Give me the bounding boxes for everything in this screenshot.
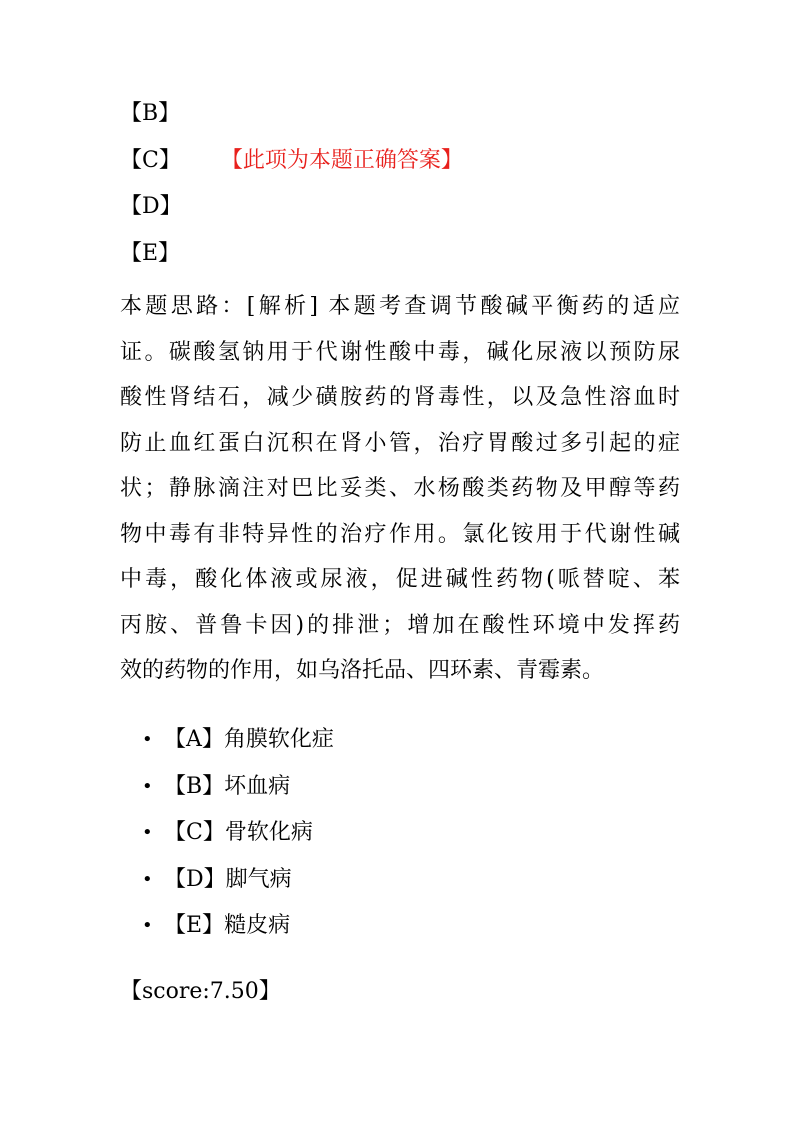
analysis-line: 状；静脉滴注对巴比妥类、水杨酸类药物及甲醇等药 (120, 476, 680, 501)
prev-option-e (120, 240, 180, 268)
bullet: • (142, 822, 153, 843)
analysis-line: 酸性肾结石，减少磺胺药的肾毒性，以及急性溶血时 (120, 385, 680, 410)
option-content: 坏血病 (224, 773, 291, 799)
analysis-line: 防止血红蛋白沉积在肾小管，治疗胃酸过多引起的症 (120, 430, 680, 456)
analysis-line: 中毒，酸化体液或尿液，促进碱性药物(哌替啶、苯 (120, 567, 680, 592)
option-text (164, 862, 292, 898)
bullet: • (142, 915, 153, 936)
option-label: 【C】 (120, 148, 181, 173)
analysis-line: 证。碳酸氢钠用于代谢性酸中毒，碱化尿液以预防尿 (120, 339, 680, 365)
option-text (164, 908, 290, 944)
option-label: 【C】 (164, 820, 225, 845)
option-label: 【E】 (164, 913, 225, 938)
option-content: 糙皮病 (224, 913, 291, 938)
option-content: 脚气病 (225, 866, 292, 892)
score-label: 【score:7.50】 (120, 979, 281, 1004)
analysis-line: 物中毒有非特异性的治疗作用。氯化铵用于代谢性碱 (120, 521, 680, 547)
analysis-line: 效的药物的作用，如乌洛托品、四环素、青霉素。 (120, 658, 605, 683)
option-text (164, 769, 290, 805)
option-text (164, 722, 334, 758)
option-content: 角膜软化症 (223, 727, 334, 752)
analysis-line: 本题思路：[解析] 本题考查调节酸碱平衡药的适应 (120, 294, 680, 319)
option-label: 【B】 (164, 773, 225, 799)
option-text (164, 815, 313, 851)
option-label: 【D】 (164, 866, 226, 892)
option-label: 【A】 (164, 727, 224, 752)
correct-answer-mark: 【此项为本题正确答案】 (220, 148, 463, 173)
bullet: • (142, 729, 153, 750)
prev-option-c (120, 147, 463, 175)
option-label: 【D】 (120, 194, 182, 219)
prev-option-d (120, 193, 182, 221)
option-label: 【E】 (120, 241, 181, 266)
prev-option-b (120, 100, 180, 128)
option-content: 骨软化病 (224, 820, 313, 845)
option-label: 【B】 (120, 101, 181, 126)
analysis-line: 丙胺、普鲁卡因)的排泄；增加在酸性环境中发挥药 (120, 612, 680, 638)
bullet: • (142, 775, 153, 797)
bullet: • (142, 868, 153, 890)
answer-analysis (120, 284, 680, 694)
